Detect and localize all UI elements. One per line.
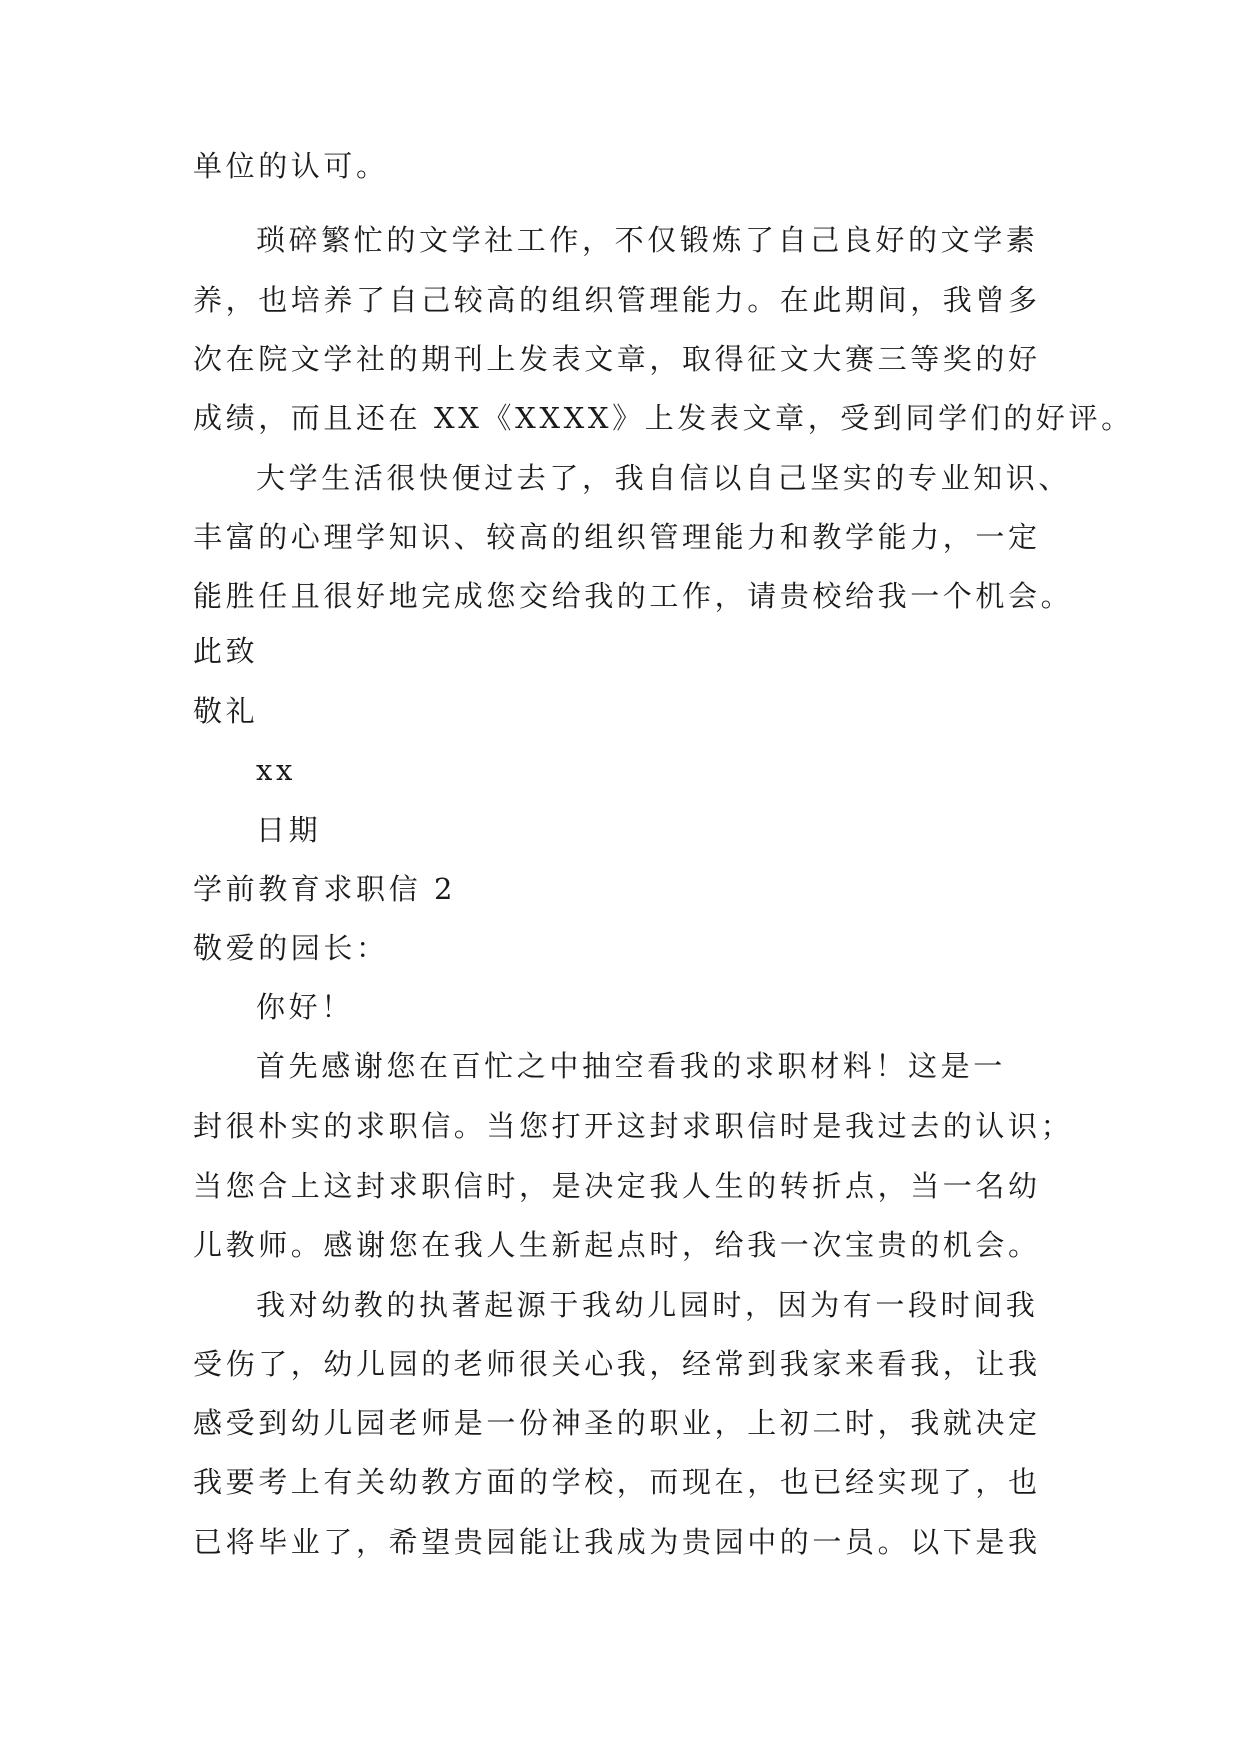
text-line: 丰富的心理学知识、较高的组织管理能力和教学能力，一定 bbox=[193, 520, 1041, 554]
text-line: 能胜任且很好地完成您交给我的工作，请贵校给我一个机会。 bbox=[193, 579, 1074, 613]
paragraph-first-line: 大学生活很快便过去了，我自信以自己坚实的专业知识、 bbox=[256, 461, 1072, 495]
salutation-line: 敬礼 bbox=[193, 694, 259, 728]
greeting-line: 敬爱的园长： bbox=[193, 931, 389, 965]
greeting-hello: 你好！ bbox=[256, 990, 354, 1024]
text-line: 单位的认可。 bbox=[193, 149, 389, 183]
text-line: 感受到幼儿园老师是一份神圣的职业，上初二时，我就决定 bbox=[193, 1406, 1041, 1440]
text-line: 成绩，而且还在 XX《XXXX》上发表文章，受到同学们的好评。 bbox=[193, 401, 1134, 435]
section-heading: 学前教育求职信 2 bbox=[193, 872, 457, 906]
text-line: 儿教师。感谢您在我人生新起点时，给我一次宝贵的机会。 bbox=[193, 1228, 1041, 1262]
text-line: 已将毕业了，希望贵园能让我成为贵园中的一员。以下是我 bbox=[193, 1525, 1041, 1559]
text-line: 我要考上有关幼教方面的学校，而现在，也已经实现了，也 bbox=[193, 1465, 1041, 1499]
text-line: 次在院文学社的期刊上发表文章，取得征文大赛三等奖的好 bbox=[193, 342, 1041, 376]
closing-line: 此致 bbox=[193, 634, 259, 668]
paragraph-first-line: 琐碎繁忙的文学社工作，不仅锻炼了自己良好的文学素 bbox=[256, 223, 1039, 257]
text-line: 受伤了，幼儿园的老师很关心我，经常到我家来看我，让我 bbox=[193, 1347, 1041, 1381]
paragraph-first-line: 我对幼教的执著起源于我幼儿园时，因为有一段时间我 bbox=[256, 1288, 1039, 1322]
text-line: 封很朴实的求职信。当您打开这封求职信时是我过去的认识； bbox=[193, 1109, 1074, 1143]
paragraph-first-line: 首先感谢您在百忙之中抽空看我的求职材料！这是一 bbox=[256, 1049, 1006, 1083]
signature-date: 日期 bbox=[256, 813, 322, 847]
text-line: 养，也培养了自己较高的组织管理能力。在此期间，我曾多 bbox=[193, 283, 1041, 317]
signature-name: xx bbox=[256, 753, 296, 787]
text-line: 当您合上这封求职信时，是决定我人生的转折点，当一名幼 bbox=[193, 1169, 1041, 1203]
